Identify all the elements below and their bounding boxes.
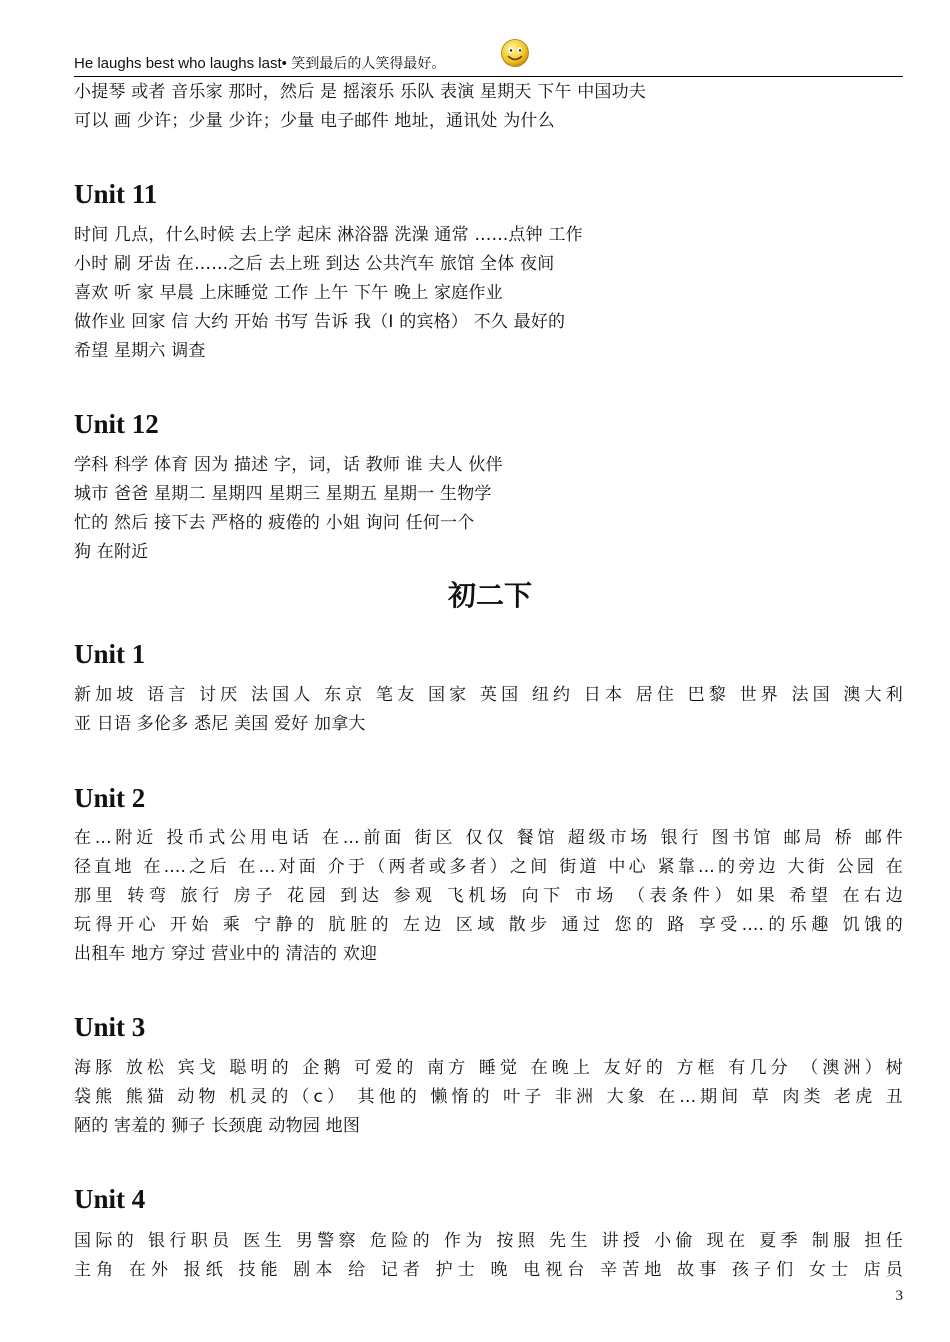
section-title: 初二下 xyxy=(447,579,532,612)
word-line: 可以 画 少许；少量 少许；少量 电子邮件 地址，通讯处 为什么 xyxy=(74,111,555,131)
unit-4-title: Unit 4 xyxy=(74,1184,146,1214)
word-line: 出租车 地方 穿过 营业中的 清洁的 欢迎 xyxy=(74,944,378,964)
word-line: 那里 转弯 旅行 房子 花园 到达 参观 飞机场 向下 市场 （表条件）如果 希望 在右边 xyxy=(74,886,903,906)
unit-12-word-list xyxy=(74,451,903,567)
unit-3-word-list xyxy=(74,1054,903,1141)
word-line: 小时 刷 牙齿 在……之后 去上班 到达 公共汽车 旅馆 全体 夜间 xyxy=(74,254,555,274)
word-line: 袋熊 熊猫 动物 机灵的（c） 其他的 懒惰的 叶子 非洲 大象 在...期间 草 肉类 老虎 丑 xyxy=(74,1087,903,1107)
word-line: 喜欢 听 家 早晨 上床睡觉 工作 上午 下午 晚上 家庭作业 xyxy=(74,283,503,303)
word-line: 海豚 放松 宾戈 聪明的 企鹅 可爱的 南方 睡觉 在晚上 友好的 方框 有几分 （澳洲）树 xyxy=(74,1058,903,1078)
word-line: 径直地 在....之后 在...对面 介于（两者或多者）之间 街道 中心 紧靠...的旁边 大街 公园 在 xyxy=(74,857,903,877)
smiley-face-icon xyxy=(500,38,530,68)
unit-4-word-list xyxy=(74,1227,903,1285)
unit-11-word-list xyxy=(74,221,903,366)
word-line: 做作业 回家 信 大约 开始 书写 告诉 我（I 的宾格） 不久 最好的 xyxy=(74,312,566,332)
word-line: 小提琴 或者 音乐家 那时，然后 是 摇滚乐 乐队 表演 星期天 下午 中国功夫 xyxy=(74,82,647,102)
page-header xyxy=(74,38,903,77)
header-proverb xyxy=(74,53,445,73)
word-line: 希望 星期六 调查 xyxy=(74,341,206,361)
word-line: 城市 爸爸 星期二 星期四 星期三 星期五 星期一 生物学 xyxy=(74,484,492,504)
word-line: 时间 几点，什么时候 去上学 起床 淋浴器 洗澡 通常 …...点钟 工作 xyxy=(74,225,583,245)
header-proverb-en: He laughs best who laughs last• xyxy=(74,55,287,72)
unit-12-title: Unit 12 xyxy=(74,409,159,439)
word-line: 陋的 害羞的 狮子 长颈鹿 动物园 地图 xyxy=(74,1116,361,1136)
unit-1-word-list xyxy=(74,681,903,739)
word-line: 忙的 然后 接下去 严格的 疲倦的 小姐 询问 任何一个 xyxy=(74,513,475,533)
word-line: 亚 日语 多伦多 悉尼 美国 爱好 加拿大 xyxy=(74,714,366,734)
unit-11-title: Unit 11 xyxy=(74,179,158,209)
word-line: 玩得开心 开始 乘 宁静的 肮脏的 左边 区域 散步 通过 您的 路 享受....的乐趣 饥饿的 xyxy=(74,915,903,935)
unit-3-title: Unit 3 xyxy=(74,1012,146,1042)
unit-2-word-list xyxy=(74,824,903,969)
word-line: 狗 在附近 xyxy=(74,542,149,562)
header-proverb-cn: 笑到最后的人笑得最好。 xyxy=(286,56,446,72)
word-line: 在...附近 投币式公用电话 在...前面 街区 仅仅 餐馆 超级市场 银行 图书馆 邮局 桥 邮件 xyxy=(74,828,903,848)
word-line: 新加坡 语言 讨厌 法国人 东京 笔友 国家 英国 纽约 日本 居住 巴黎 世界 法国 澳大利 xyxy=(74,685,903,705)
word-line: 国际的 银行职员 医生 男警察 危险的 作为 按照 先生 讲授 小偷 现在 夏季 制服 担任 xyxy=(74,1231,903,1251)
word-line: 学科 科学 体育 因为 描述 字，词，话 教师 谁 夫人 伙伴 xyxy=(74,455,503,475)
unit-2-title: Unit 2 xyxy=(74,783,146,813)
intro-word-list xyxy=(74,78,903,136)
page-number: 3 xyxy=(895,1288,903,1304)
unit-1-title: Unit 1 xyxy=(74,639,146,669)
word-line: 主角 在外 报纸 技能 剧本 给 记者 护士 晚 电视台 辛苦地 故事 孩子们 女士 店员 xyxy=(74,1260,903,1280)
